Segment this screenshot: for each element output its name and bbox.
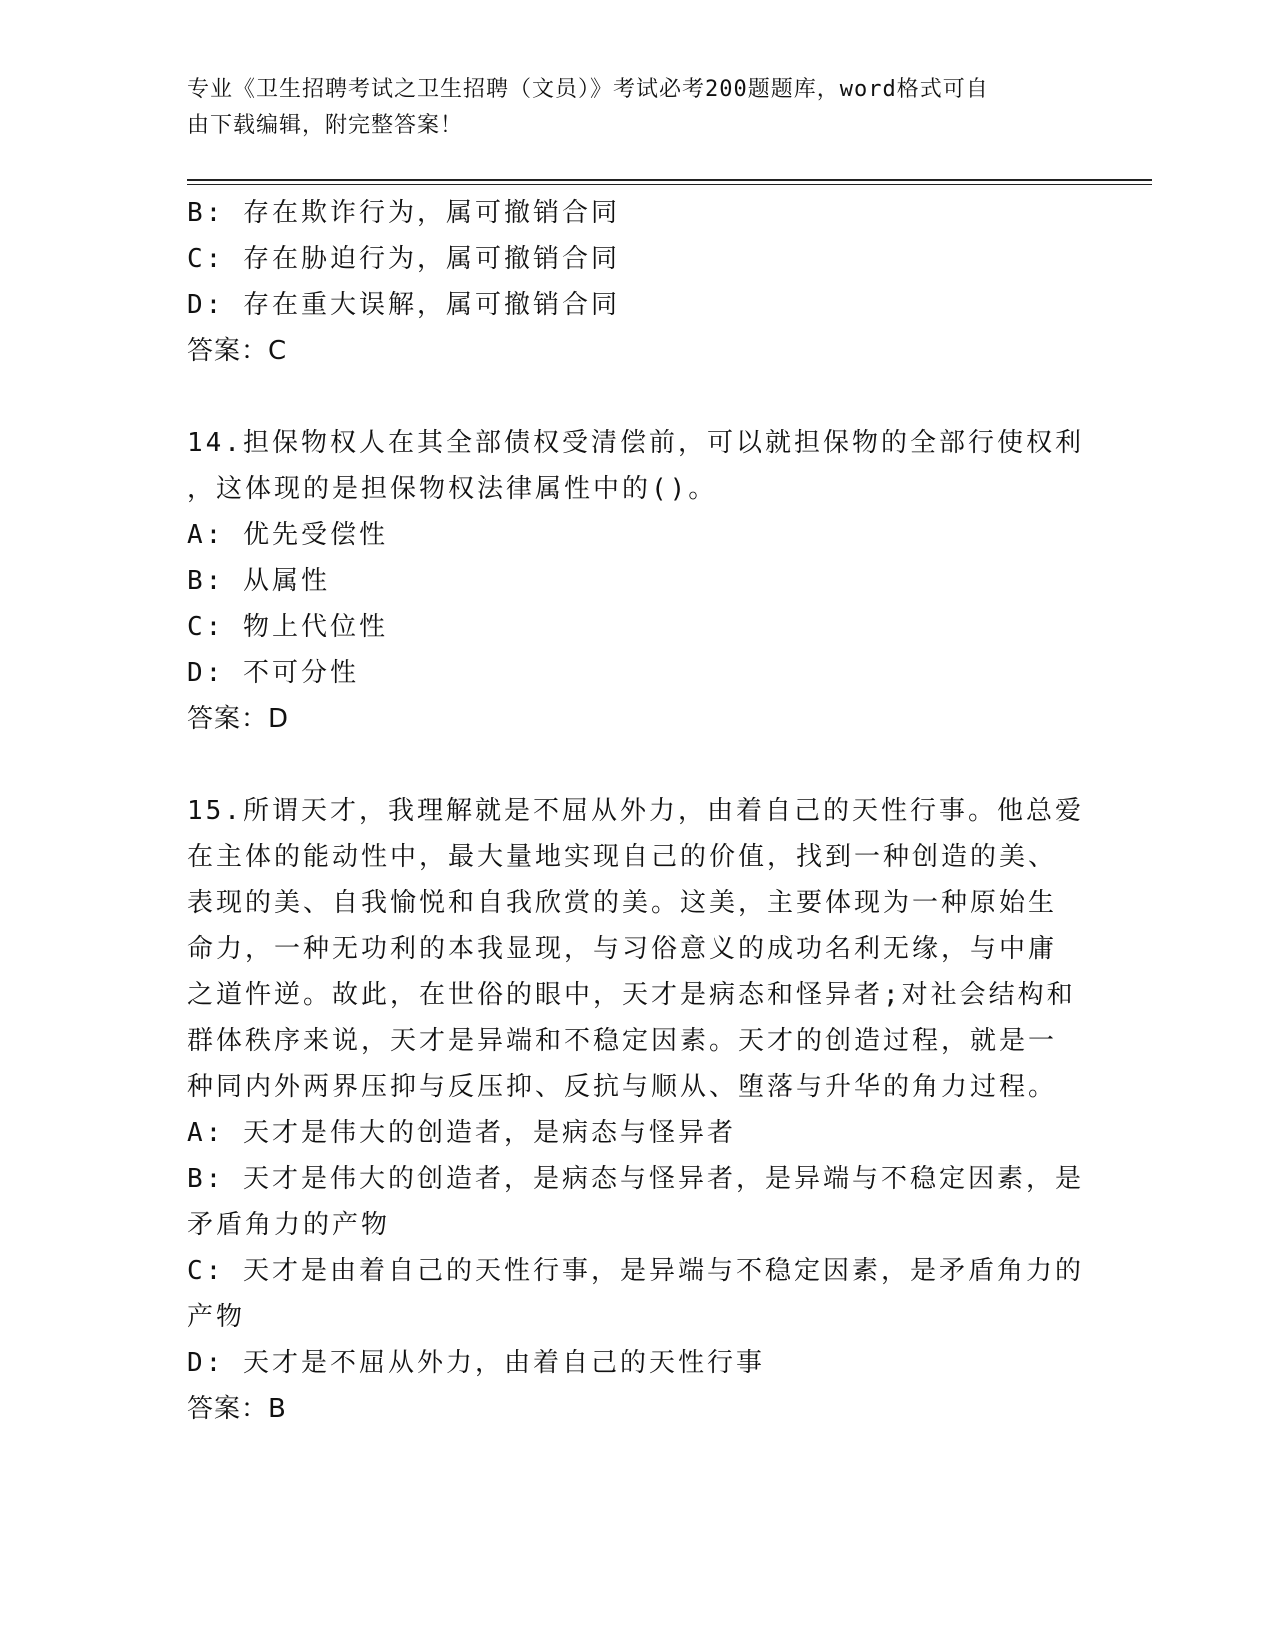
question-text-line: 在主体的能动性中，最大量地实现自己的价值，找到一种创造的美、: [187, 842, 1058, 872]
header-divider-thick: [187, 179, 1152, 181]
option-a: A: 优先受偿性: [187, 520, 388, 550]
option-d: D: 存在重大误解，属可撤销合同: [187, 290, 620, 320]
option-c-continued: 产物: [187, 1302, 246, 1332]
question-text-line: 之道忤逆。故此，在世俗的眼中，天才是病态和怪异者;对社会结构和: [187, 980, 1076, 1010]
previous-question-block: [187, 190, 1077, 374]
question-text-line: 命力，一种无功利的本我显现，与习俗意义的成功名利无缘，与中庸: [187, 934, 1058, 964]
option-b: B: 从属性: [187, 566, 330, 596]
question-text-line: ，这体现的是担保物权法律属性中的()。: [187, 474, 718, 504]
option-b-continued: 矛盾角力的产物: [187, 1210, 391, 1240]
answer-line: 答案：C: [187, 336, 288, 366]
document-body: [187, 190, 1084, 1432]
question-15-block: [187, 788, 1084, 1432]
header-line-1: 专业《卫生招聘考试之卫生招聘（文员）》考试必考200题题库，word格式可自: [187, 77, 989, 102]
question-14-block: [187, 420, 1084, 742]
question-text-line: 种同内外两界压抑与反压抑、反抗与顺从、堕落与升华的角力过程。: [187, 1072, 1058, 1102]
option-b: B: 存在欺诈行为，属可撤销合同: [187, 198, 620, 228]
option-d: D: 天才是不屈从外力，由着自己的天性行事: [187, 1348, 765, 1378]
answer-line: 答案：D: [187, 704, 290, 734]
option-c: C: 存在胁迫行为，属可撤销合同: [187, 244, 620, 274]
option-c: C: 物上代位性: [187, 612, 388, 642]
question-text-line: 15.所谓天才，我理解就是不屈从外力，由着自己的天性行事。他总爱: [187, 796, 1084, 826]
answer-line: 答案：B: [187, 1394, 287, 1424]
option-c: C: 天才是由着自己的天性行事，是异端与不稳定因素，是矛盾角力的: [187, 1256, 1084, 1286]
option-d: D: 不可分性: [187, 658, 359, 688]
question-text-line: 群体秩序来说，天才是异端和不稳定因素。天才的创造过程，就是一: [187, 1026, 1058, 1056]
question-text-line: 14.担保物权人在其全部债权受清偿前，可以就担保物的全部行使权利: [187, 428, 1084, 458]
option-a: A: 天才是伟大的创造者，是病态与怪异者: [187, 1118, 736, 1148]
header-divider-thin: [187, 184, 1152, 185]
option-b: B: 天才是伟大的创造者，是病态与怪异者，是异端与不稳定因素，是: [187, 1164, 1084, 1194]
question-text-line: 表现的美、自我愉悦和自我欣赏的美。这美，主要体现为一种原始生: [187, 888, 1058, 918]
document-header: [187, 72, 1067, 144]
header-line-2: 由下载编辑，附完整答案！: [187, 113, 464, 138]
